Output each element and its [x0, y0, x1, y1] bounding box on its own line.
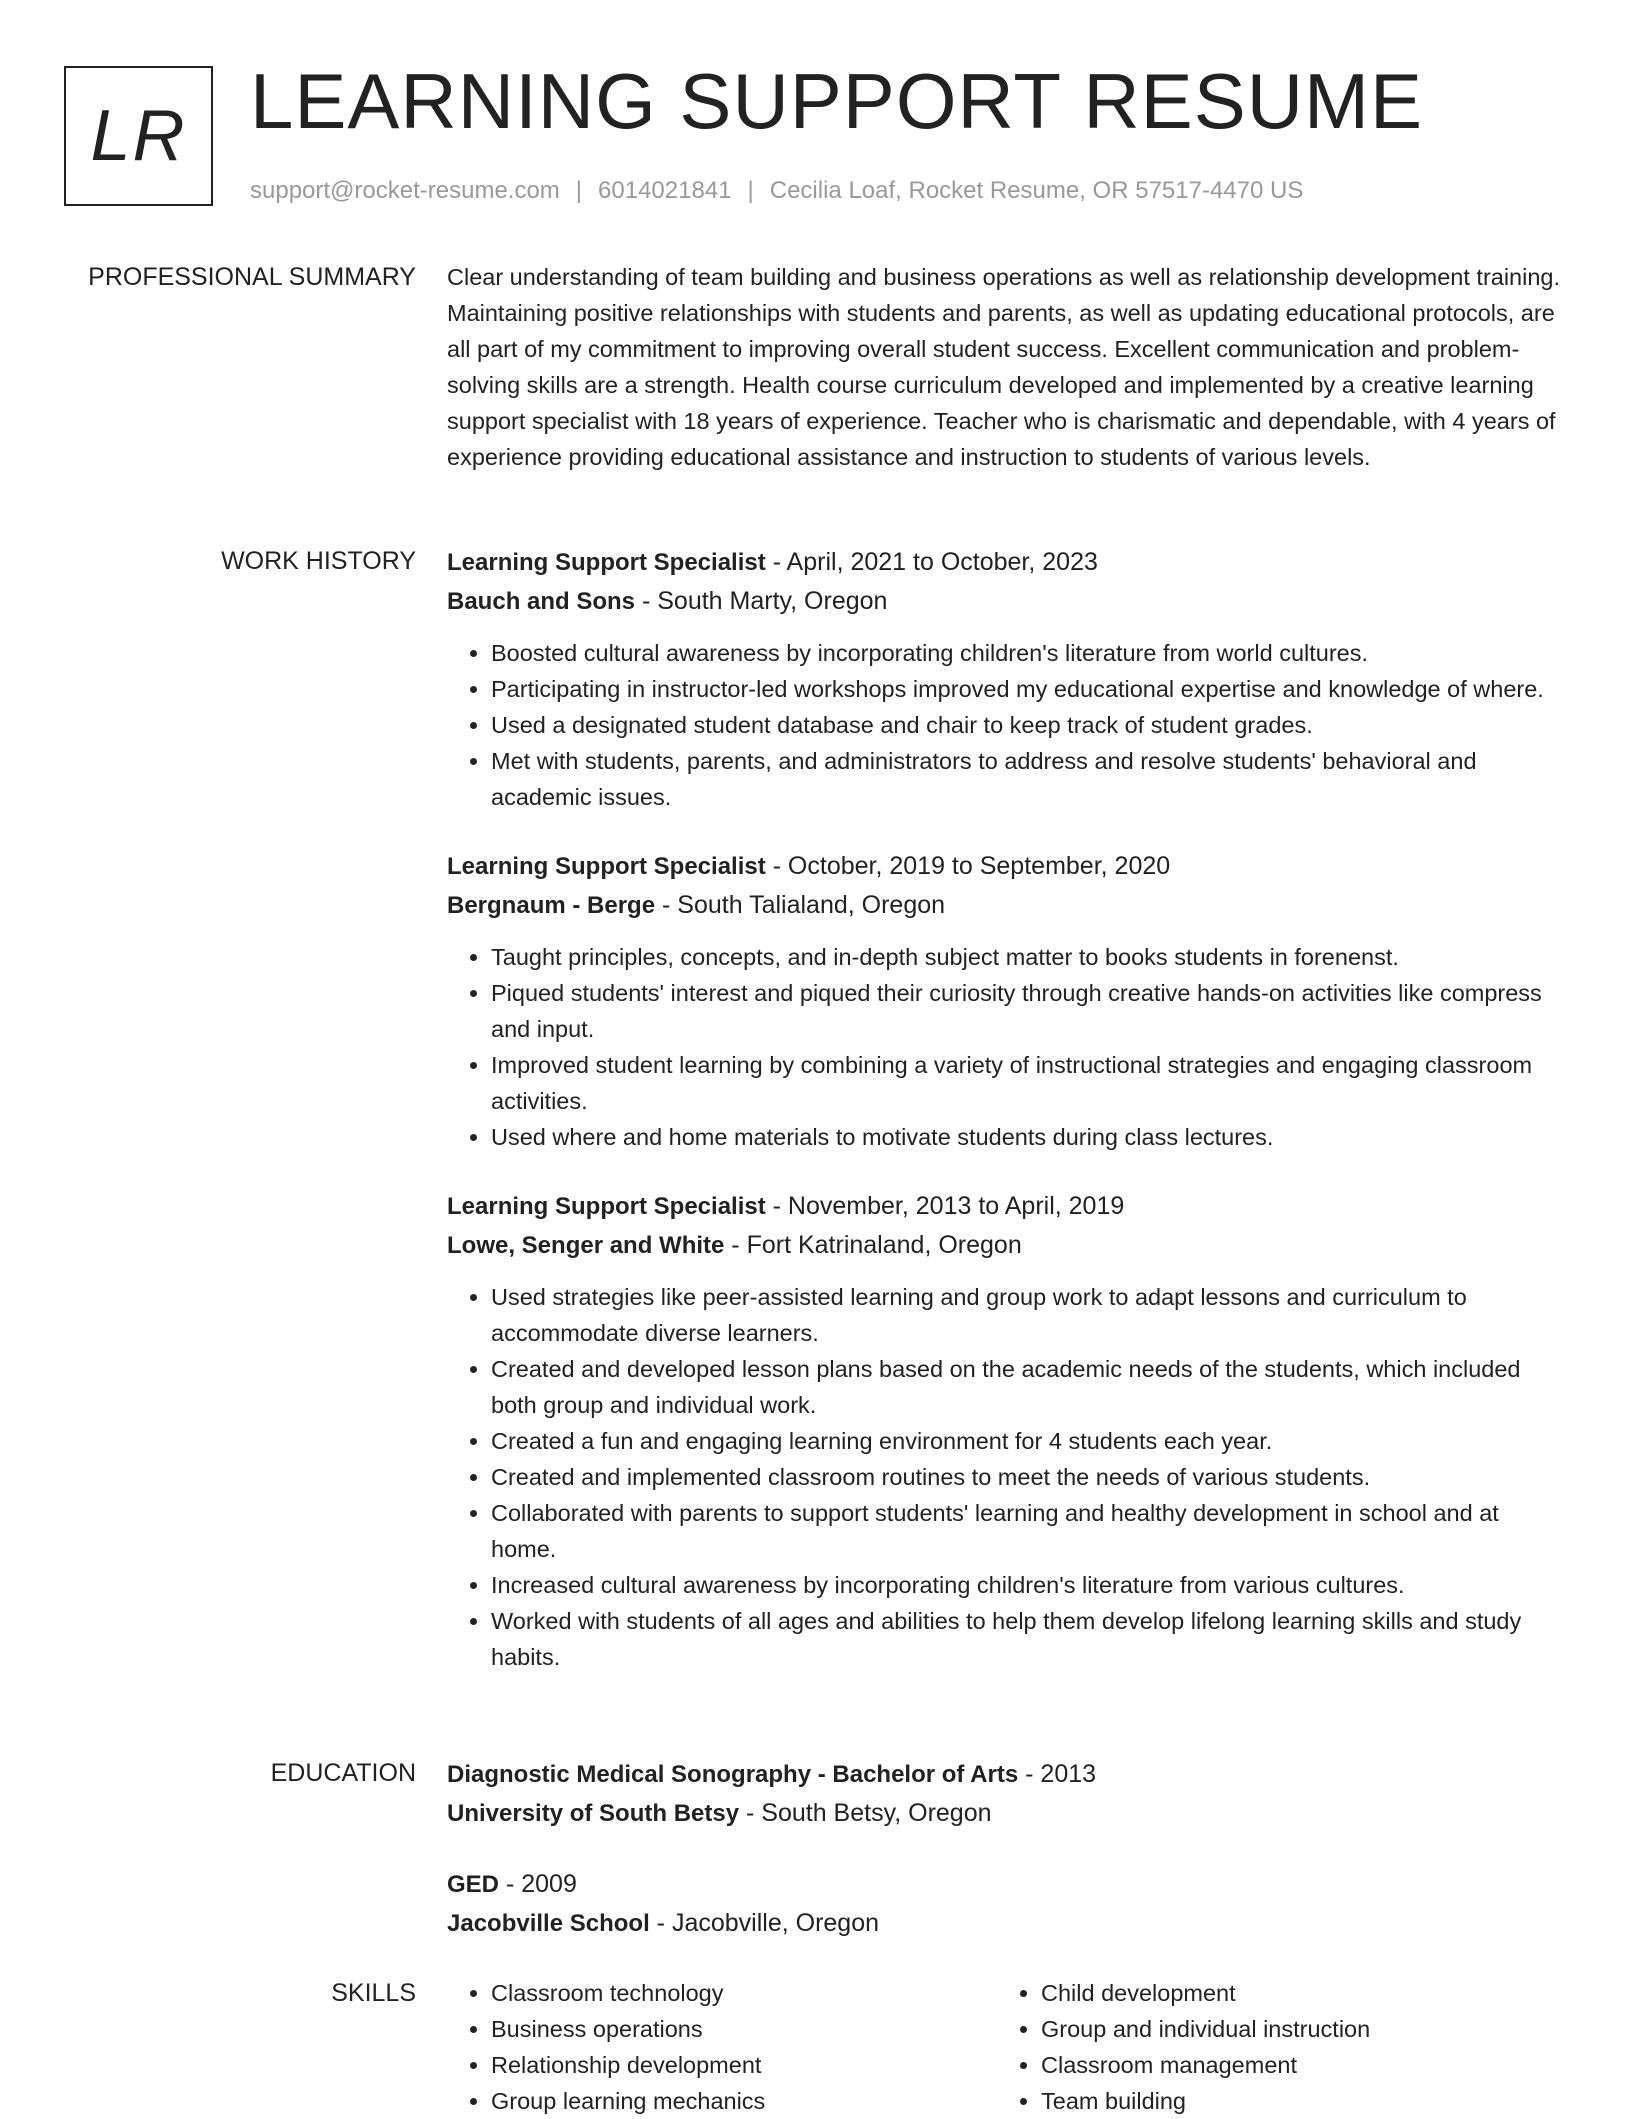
education-school-line	[447, 1794, 1567, 1833]
section-label-education: EDUCATION	[270, 1759, 416, 1787]
contact-phone: 6014021841	[598, 177, 732, 204]
skill-item: • Team building	[1041, 2083, 1547, 2119]
contact-separator: |	[747, 177, 754, 204]
education-entry	[447, 1755, 1567, 1833]
education-year: - 2009	[499, 1870, 577, 1898]
job-bullets	[447, 939, 1567, 1155]
job-title-line	[447, 847, 1567, 886]
skill-item: • Group learning mechanics	[491, 2083, 997, 2119]
contact-email: support@rocket-resume.com	[250, 177, 560, 204]
job-title: Learning Support Specialist	[447, 1193, 766, 1220]
job-dates: - October, 2019 to September, 2020	[765, 852, 1171, 880]
job-bullet: • Used strategies like peer-assisted learning and group work to adapt lessons and curriculum to accommodate diverse learners.	[491, 1279, 1567, 1351]
job-entry	[447, 847, 1567, 1155]
job-bullet: • Created and developed lesson plans based on the academic needs of the students, which included both group and individual work.	[491, 1351, 1567, 1423]
education-location: - Jacobville, Oregon	[649, 1909, 880, 1937]
education-year: - 2013	[1018, 1760, 1097, 1788]
job-entry	[447, 1187, 1567, 1675]
job-bullet: • Collaborated with parents to support students' learning and healthy development in school and at home.	[491, 1495, 1567, 1567]
skill-item: • Business operations	[491, 2011, 997, 2047]
summary-text: Clear understanding of team building and business operations as well as relationship development training. Maintaining positive relationships with students and parents, as well as updating educational protocols, are all part of my commitment to improving overall student success. Excellent communication and problem-solving skills are a strength. Health course curriculum developed and implemented by a creative learning support specialist with 18 years of experience. Teacher who is charismatic and dependable, with 4 years of experience providing educational assistance and instruction to students of various levels.	[447, 264, 1561, 470]
education-degree: Diagnostic Medical Sonography - Bachelor of Arts	[447, 1761, 1019, 1788]
education-degree: GED	[447, 1871, 500, 1898]
section-label-summary: PROFESSIONAL SUMMARY	[88, 263, 416, 291]
job-company-line	[447, 886, 1567, 925]
education-school: Jacobville School	[447, 1910, 650, 1937]
job-bullet: • Increased cultural awareness by incorporating children's literature from various cultures.	[491, 1567, 1567, 1603]
job-title: Learning Support Specialist	[447, 853, 766, 880]
job-company: Bauch and Sons	[447, 588, 636, 615]
skills-column-right	[997, 1975, 1547, 2119]
resume-title: LEARNING SUPPORT RESUME	[250, 57, 1424, 145]
job-bullet: • Created and implemented classroom routines to meet the needs of various students.	[491, 1459, 1567, 1495]
skill-item: • Classroom technology	[491, 1975, 997, 2011]
job-bullet: • Created a fun and engaging learning environment for 4 students each year.	[491, 1423, 1567, 1459]
skills-column-left	[447, 1975, 997, 2119]
skill-item: • Child development	[1041, 1975, 1547, 2011]
education-degree-line	[447, 1755, 1567, 1794]
job-bullets	[447, 1279, 1567, 1675]
monogram-logo: LR	[64, 66, 213, 206]
job-company: Lowe, Senger and White	[447, 1232, 725, 1259]
job-title: Learning Support Specialist	[447, 549, 766, 576]
skill-item: • Group and individual instruction	[1041, 2011, 1547, 2047]
contact-line	[250, 174, 1303, 208]
job-bullet: • Worked with students of all ages and abilities to help them develop lifelong learning skills and study habits.	[491, 1603, 1567, 1675]
section-label-work-history: WORK HISTORY	[221, 547, 416, 575]
job-entry	[447, 543, 1567, 815]
job-bullet: • Used where and home materials to motivate students during class lectures.	[491, 1119, 1567, 1155]
job-title-line	[447, 1187, 1567, 1226]
education-school: University of South Betsy	[447, 1800, 740, 1827]
job-bullet: • Met with students, parents, and administrators to address and resolve students' behavioral and academic issues.	[491, 743, 1567, 815]
job-dates: - April, 2021 to October, 2023	[765, 548, 1098, 576]
skill-item: • Relationship development	[491, 2047, 997, 2083]
job-bullet: • Taught principles, concepts, and in-depth subject matter to books students in forenenst.	[491, 939, 1567, 975]
education-entry	[447, 1865, 1567, 1943]
education-school-line	[447, 1904, 1567, 1943]
contact-address: Cecilia Loaf, Rocket Resume, OR 57517-4470 US	[769, 177, 1304, 204]
job-location: - Fort Katrinaland, Oregon	[724, 1231, 1022, 1259]
job-company-line	[447, 1226, 1567, 1265]
contact-separator: |	[575, 177, 583, 204]
job-bullet: • Participating in instructor-led workshops improved my educational expertise and knowledge of where.	[491, 671, 1567, 707]
job-location: - South Talialand, Oregon	[655, 891, 946, 919]
job-company-line	[447, 582, 1567, 621]
job-bullets	[447, 635, 1567, 815]
section-label-skills: SKILLS	[331, 1979, 416, 2007]
job-dates: - November, 2013 to April, 2019	[765, 1192, 1125, 1220]
job-location: - South Marty, Oregon	[635, 587, 888, 615]
job-bullet: • Improved student learning by combining a variety of instructional strategies and engaging classroom activities.	[491, 1047, 1567, 1119]
education-degree-line	[447, 1865, 1567, 1904]
job-bullet: • Boosted cultural awareness by incorporating children's literature from world cultures.	[491, 635, 1567, 671]
job-company: Bergnaum - Berge	[447, 892, 656, 919]
skill-item: • Classroom management	[1041, 2047, 1547, 2083]
job-title-line	[447, 543, 1567, 582]
job-bullet: • Piqued students' interest and piqued their curiosity through creative hands-on activities like compress and input.	[491, 975, 1567, 1047]
job-bullet: • Used a designated student database and chair to keep track of student grades.	[491, 707, 1567, 743]
education-location: - South Betsy, Oregon	[739, 1799, 992, 1827]
